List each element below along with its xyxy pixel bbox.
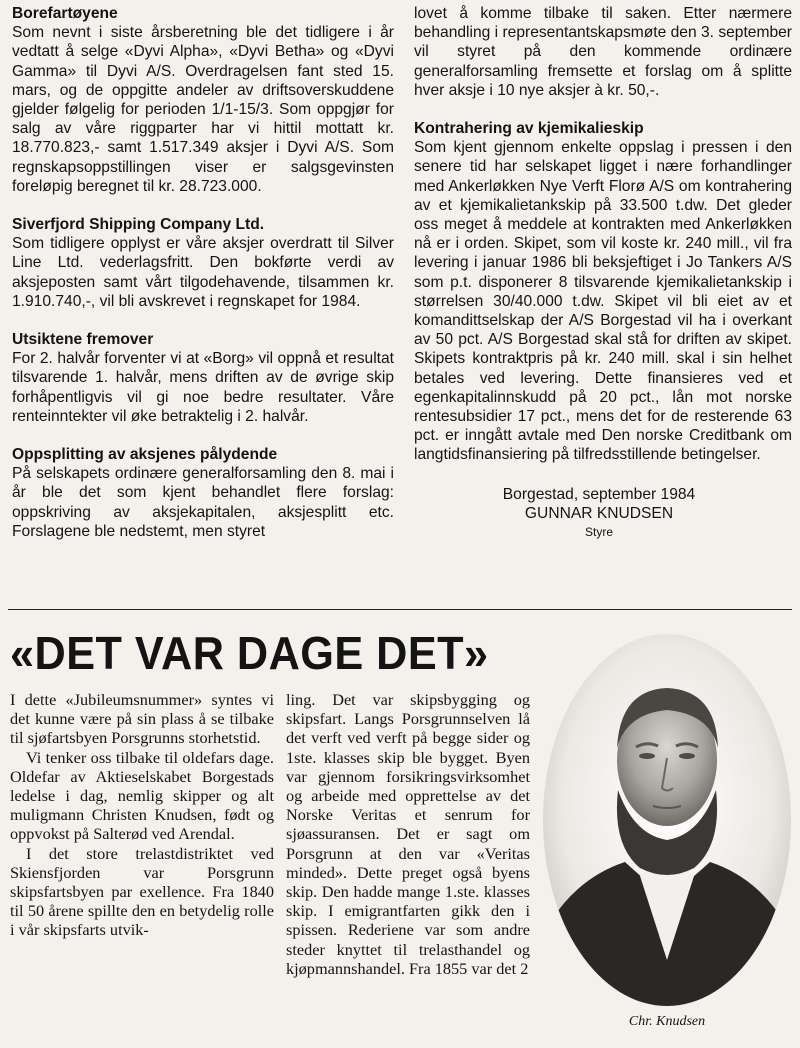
signature-role: Styre <box>584 524 613 539</box>
article-paragraph: ling. Det var skipsbygging og skipsfart. Langs Porsgrunnselven lå det verft ved verft på begge sider og 1ste. klasses skip ble bygget. Byen var gjennom forsikringsvirksomhet og arbeide med opprettelse av det Norske Veritas et senrum for sjøassuransen. Det er sagt om Porsgrunn at den var «Veritas minded». Dette preget også byens skip. Den hadde mange 1.ste. klasses skip. I emigrantfarten gikk den i spissen. Rederiene var som andre steder knyttet til trelasthandel og kjøpmannshandel. Fra 1855 var det 2 <box>286 690 530 978</box>
section-continued <box>414 4 792 100</box>
article-paragraph: Vi tenker oss tilbake til oldefars dage. Oldefar av Aktieselskabet Borgestads ledelse i dag, nemlig skipper og alt muligmann Christen Knudsen, født og oppvokst på Salterød ved Arendal. <box>10 747 274 844</box>
section-body: lovet å komme tilbake til saken. Etter nærmere behandling i representantskapsmøte den 3. september vil styret på den kommende ordinære generalforsamling fremsette et forslag om å splitte hver aksje i 10 nye aksjer à kr. 50,-. <box>414 5 792 99</box>
signature-block <box>414 485 792 542</box>
section-body: Som kjent gjennom enkelte oppslag i pressen i den senere tid har selskapet ligget i nære forhandlinger med Ankerløkken Nye Verft Florø A/S om kontrahering av et kjemikalietankskip på 33.500 t.dw. Det gleder oss meget å meddele at kontrakten med Ankerløkken nå er i orden. Skipet, som vil koste kr. 240 mill., vil fra levering i januar 1986 bli beksjeftiget i Jo Tankers A/S som p.t. disponerer 8 tilsvarende kjemikalietankskip i størrelsen 30/40.000 t.dw. Skipet vil bli eiet av et komandittselskap der A/S Borgestad vil ha i overkant av 50 pct. A/S Borgestad skal stå for driften av skipet. Skipets kontraktpris på kr. 240 mill. skal i sin helhet betales ved levering. Dette finansieres ved et egenkapitalinnskudd på 20 pct., lån mot norske rentesubsidier 17 pct., mens det for de resterende 63 pct. er inngått avtale med Den norske Creditbank om langtidsfinansiering på tilfredsstillende betingelser. <box>414 139 792 464</box>
section-body: For 2. halvår forventer vi at «Borg» vil oppnå et resultat tilsvarende 1. halvår, mens driften av de øvrige skip forhåpentligvis vil gi noe bedre resultater. Våre renteinntekter vil øke betraktelig i 2. halvår. <box>12 350 394 425</box>
signature-place-date: Borgestad, september 1984 <box>502 485 696 503</box>
section-heading: Borefartøyene <box>12 5 118 22</box>
portrait-photo <box>540 630 794 1010</box>
article-column-2 <box>286 690 530 978</box>
article-paragraph: I dette «Jubileumsnummer» syntes vi det kunne være på sin plass å se tilbake til sjøfartsbyen Porsgrunns storhetstid. <box>10 690 274 748</box>
signature-name: GUNNAR KNUDSEN <box>524 504 674 522</box>
section-heading: Kontrahering av kjemikalieskip <box>414 120 644 138</box>
section-siverfjord <box>12 215 394 311</box>
section-utsiktene <box>12 330 394 426</box>
section-kontrahering <box>414 119 792 465</box>
section-oppsplitting <box>12 445 394 541</box>
section-heading: Utsiktene fremover <box>12 331 154 349</box>
report-column-left <box>12 4 394 560</box>
article-headline: «DET VAR DAGE DET» <box>10 627 489 679</box>
article-column-1 <box>10 690 274 940</box>
section-heading: Oppsplitting av aksjenes pålydende <box>12 446 278 464</box>
article-paragraph: I det store trelastdistriktet ved Skiensfjorden var Porsgrunn skipsfartsbyen par exellence. Fra 1840 til 50 årene spillte den en betydelig rolle i vår skipsfarts utvik- <box>10 843 274 940</box>
section-body: Som tidligere opplyst er våre aksjer overdratt til Silver Line Ltd. vederlagsfritt. Den bokførte verdi av aksjeposten samt vårt tilgodehavende, tilsammen kr. 1.910.740,-, vil bli avskrevet i regnskapet for 1984. <box>12 235 394 310</box>
section-borefartoyene <box>12 4 394 196</box>
section-body: På selskapets ordinære generalforsamling den 8. mai i år ble det som kjent behandlet flere forslag: oppskriving av aksjekapitalen, aksjesplitt etc. Forslagene ble nedstemt, men styret <box>12 465 394 540</box>
section-body: Som nevnt i siste årsberetning ble det tidligere i år vedtatt å selge «Dyvi Alpha», «Dyvi Betha» og «Dyvi Gamma» til Dyvi A/S. Overdragelsen fant sted 15. mars, og de oppgitte andeler av driftsoverskuddene gjelder følgelig for perioden 1/1-15/3. Som oppgjør for salg av våre riggparter har vi hittil mottatt kr. 18.770.823,- samt 1.517.349 aksjer i Dyvi A/S. Som regnskapsoppstillingen viser er salgsgevinsten foreløpig beregnet til kr. 28.723.000. <box>12 24 394 195</box>
section-divider <box>8 609 792 610</box>
photo-caption: Chr. Knudsen <box>628 1014 706 1029</box>
report-column-right <box>414 4 792 542</box>
section-heading: Siverfjord Shipping Company Ltd. <box>12 216 265 234</box>
